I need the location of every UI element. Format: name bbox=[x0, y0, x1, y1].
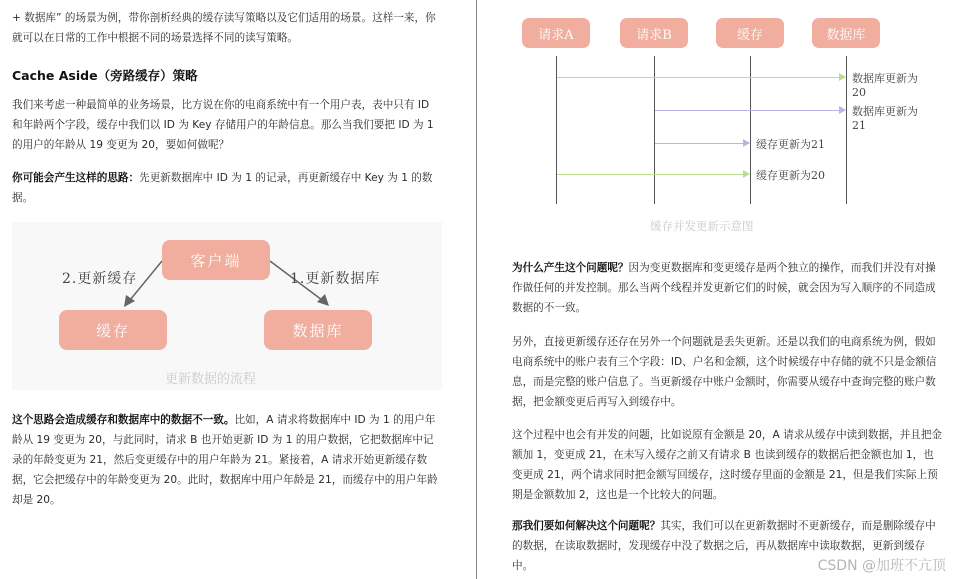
message-db-update-20 bbox=[557, 77, 845, 78]
lost-update-paragraph: 另外，直接更新缓存还存在另外一个问题就是丢失更新。还是以我们的电商系统为例，假如电商系统中的账户表有三个字段：ID、户名和金额，这个时候缓存中存储的就不只是金额信息，而是完整的账户信息了。当更新缓存中账户金额时，你需要从缓存中查询完整的账户数据，把金额变更后再写入到缓存中。 bbox=[512, 336, 937, 408]
message-label-db-21: 数据库更新为21 bbox=[852, 105, 918, 132]
cache-box: 缓存 bbox=[59, 310, 167, 350]
flow-diagram-caption: 更新数据的流程 bbox=[165, 372, 257, 387]
lifeline-request-a bbox=[556, 56, 557, 204]
section-heading: Cache Aside（旁路缓存）策略 bbox=[12, 68, 198, 83]
database-box: 数据库 bbox=[264, 310, 372, 350]
approach-paragraph: 你可能会产生这样的思路：先更新数据库中 ID 为 1 的记录，再更新缓存中 Key 为 1 的数据。 bbox=[12, 172, 433, 204]
client-box: 客户端 bbox=[162, 240, 270, 280]
left-page bbox=[0, 0, 474, 579]
message-db-update-21 bbox=[655, 110, 845, 111]
lifeline-cache bbox=[750, 56, 751, 204]
message-label-db-20: 数据库更新为20 bbox=[852, 72, 918, 99]
csdn-watermark: CSDN @加班不亢顶 bbox=[817, 558, 946, 574]
message-cache-update-21 bbox=[655, 143, 749, 144]
inconsistency-paragraph: 这个思路会造成缓存和数据库中的数据不一致。比如，A 请求将数据库中 ID 为 1 的用户年龄从 19 变更为 20，与此同时，请求 B 也开始更新 ID 为 1 的用户数据，它把数据库中记录的年龄变更为 21，然后变更缓存中的用户年龄为 21。紧接着，A 请求开始更新缓存数据，它会把缓存中的年龄变更为 20。此时，数据库中用户年龄是 21，而缓存中的用户年龄却是 20。 bbox=[12, 414, 438, 506]
concurrency-example-paragraph: 这个过程中也会有并发的问题，比如说原有金额是 20，A 请求从缓存中读到数据，并且把金额加 1，变更成 21，在未写入缓存之前又有请求 B 也读到缓存的数据后把金额也加 1，也变更成 21，两个请求同时把金额写回缓存，这时缓存里面的金额是 21，但是我们实际上预期是金额数加 2，这也是一个比较大的问题。 bbox=[512, 429, 943, 501]
intro-paragraph: + 数据库” 的场景为例，带你剖析经典的缓存读写策略以及它们适用的场景。这样一来，你就可以在日常的工作中根据不同的场景选择不同的读写策略。 bbox=[12, 12, 436, 44]
page-divider bbox=[476, 0, 477, 579]
lifeline-request-b bbox=[654, 56, 655, 204]
message-label-cache-20: 缓存更新为20 bbox=[756, 169, 825, 182]
actor-request-b: 请求B bbox=[620, 18, 688, 48]
update-flow-diagram bbox=[12, 222, 442, 390]
solution-paragraph: 那我们要如何解决这个问题呢？其实，我们可以在更新数据时不更新缓存，而是删除缓存中的数据，在读取数据时，发现缓存中没了数据之后，再从数据库中读取数据，更新到缓存中。 bbox=[512, 520, 936, 572]
step-update-db-label: 1.更新数据库 bbox=[290, 271, 381, 287]
step-update-cache-label: 2.更新缓存 bbox=[62, 271, 138, 287]
sequence-diagram-caption: 缓存并发更新示意图 bbox=[650, 219, 754, 233]
actor-cache: 缓存 bbox=[716, 18, 784, 48]
concurrent-update-sequence-diagram bbox=[510, 6, 930, 236]
actor-database: 数据库 bbox=[812, 18, 880, 48]
lifeline-database bbox=[846, 56, 847, 204]
cause-paragraph: 为什么产生这个问题呢？因为变更数据库和变更缓存是两个独立的操作，而我们并没有对操作做任何的并发控制。那么当两个线程并发更新它们的时候，就会因为写入顺序的不同造成数据的不一致。 bbox=[512, 262, 936, 314]
message-label-cache-21: 缓存更新为21 bbox=[756, 138, 825, 151]
actor-request-a: 请求A bbox=[522, 18, 590, 48]
arrow-to-db-head bbox=[317, 294, 329, 306]
scenario-paragraph: 我们来考虑一种最简单的业务场景，比方说在你的电商系统中有一个用户表，表中只有 ID 和年龄两个字段，缓存中我们以 ID 为 Key 存储用户的年龄信息。那么当我们要把 ID 为 1 的用户的年龄从 19 变更为 20，要如何做呢？ bbox=[12, 99, 434, 151]
message-cache-update-20 bbox=[557, 174, 749, 175]
right-page bbox=[480, 0, 954, 579]
